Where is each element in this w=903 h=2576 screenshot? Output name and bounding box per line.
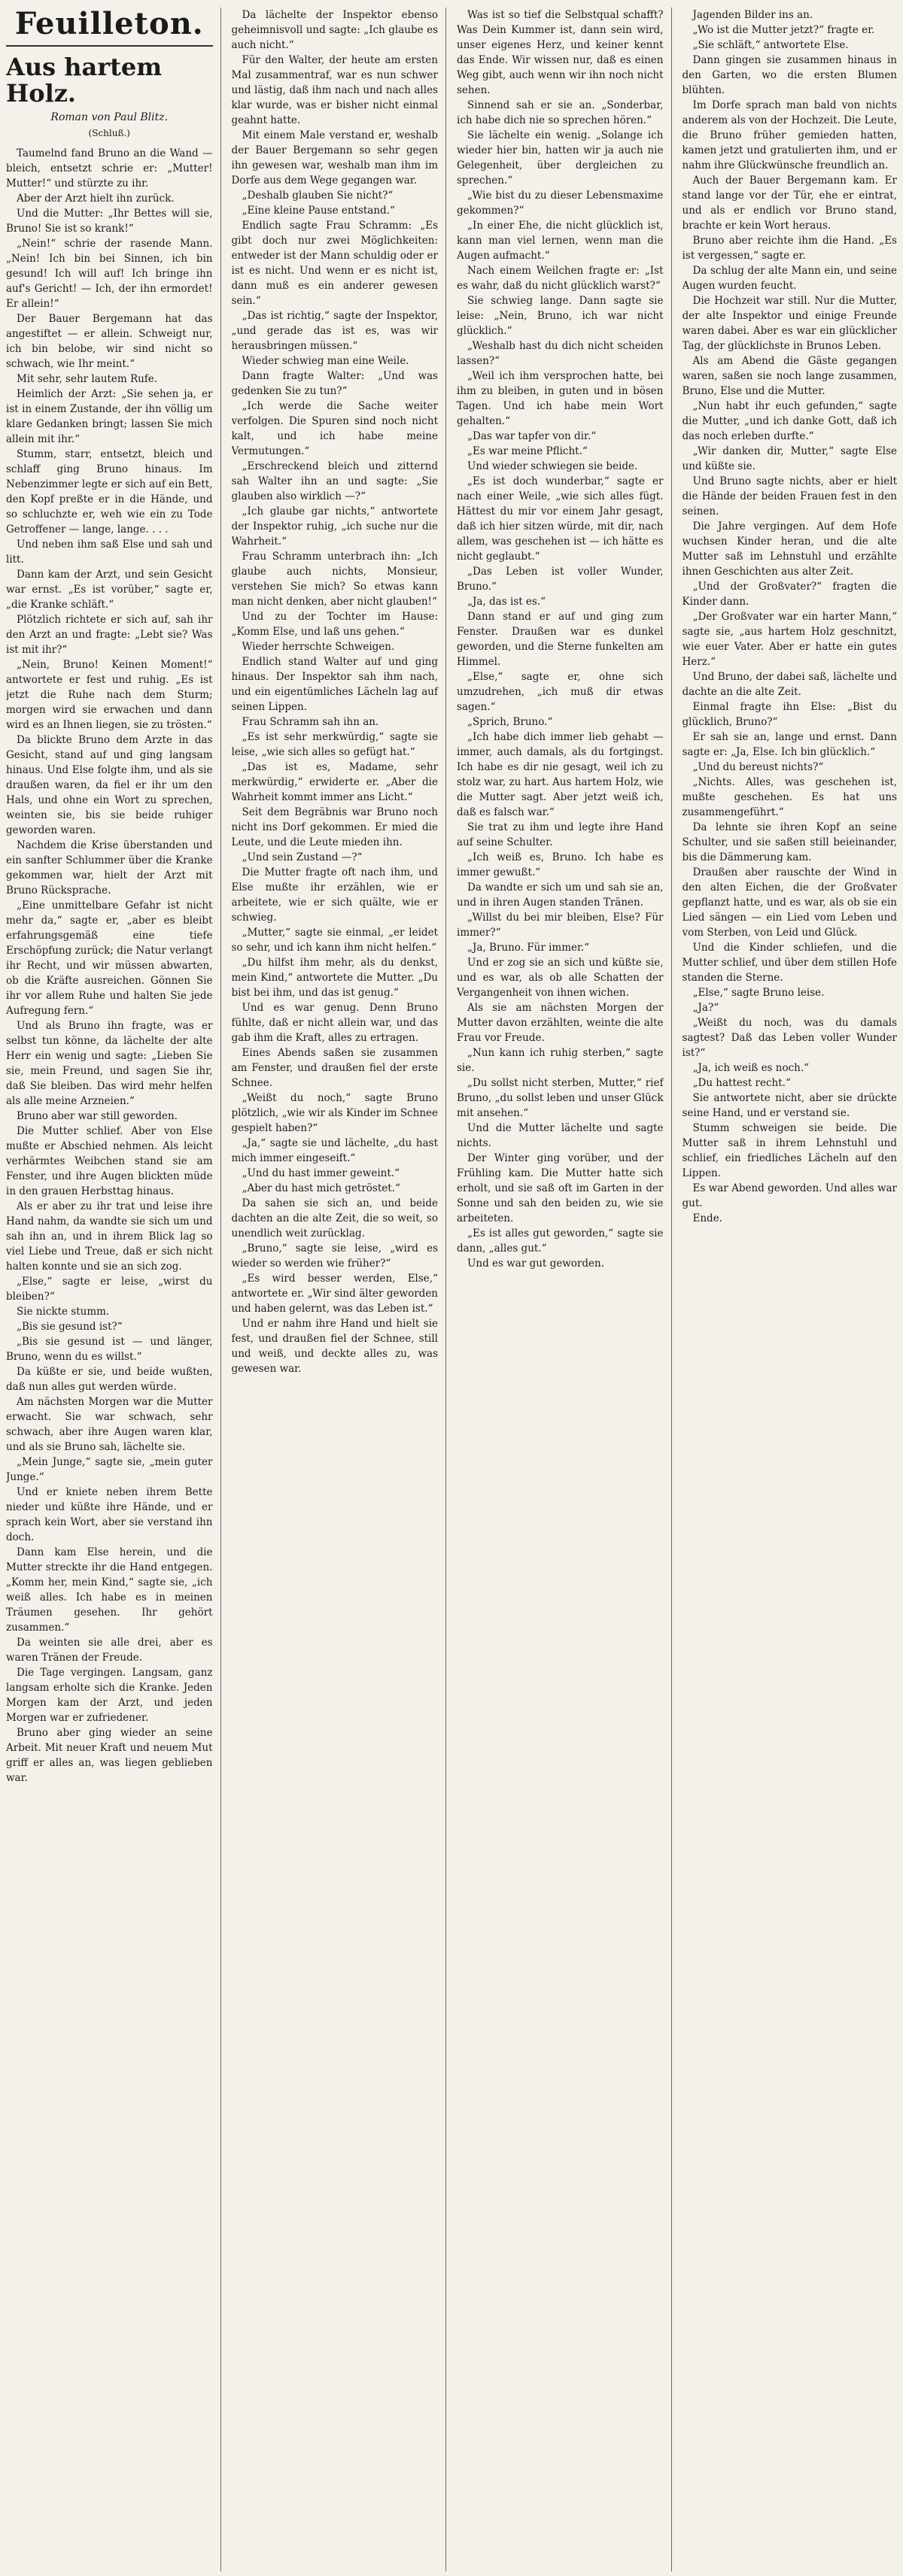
paragraph: „Nun kann ich ruhig sterben,“ sagte sie.	[457, 1047, 664, 1074]
paragraph: „Sprich, Bruno.“	[467, 716, 553, 728]
paragraph: Sie trat zu ihm und legte ihre Hand auf seine Schulter.	[457, 821, 664, 848]
paragraph: „Und der Großvater?“ fragten die Kinder dann.	[682, 581, 897, 608]
paragraph: Dann kam Else herein, und die Mutter streckte ihr die Hand entgegen. „Komm her, mein Kind,“ sagte sie, „ich weiß alles. Ich habe es in meinen Träumen gesehen. Ihr gehört zusammen.“	[6, 1546, 213, 1634]
paragraph: Frau Schramm sah ihn an.	[242, 716, 379, 728]
paragraph: „Weißt du noch, was du damals sagtest? Daß das Leben voller Wunder ist?“	[682, 1017, 897, 1059]
paragraph: Da wandte er sich um und sah sie an, und in ihren Augen standen Tränen.	[457, 881, 664, 909]
paragraph: Als er aber zu ihr trat und leise ihre Hand nahm, da wandte sie sich um und sah ihn an, und in ihrem Blick lag so viel Liebe und Treue, daß er sich nicht halten konnte und sie an sich zog.	[6, 1200, 213, 1273]
paragraph: „Mein Junge,“ sagte sie, „mein guter Junge.“	[6, 1456, 213, 1484]
paragraph: Als am Abend die Gäste gegangen waren, saßen sie noch lange zusammen, Bruno, Else und die Mutter.	[682, 355, 897, 397]
paragraph: Heimlich der Arzt: „Sie sehen ja, er ist in einem Zustande, der ihn völlig um klare Gedanken bringt; lassen Sie mich allein mit ihr.“	[6, 388, 213, 446]
column-2-text	[232, 8, 439, 1376]
paragraph: Im Dorfe sprach man bald von nichts anderem als von der Hochzeit. Die Leute, die Bruno früher gemieden hatten, kamen jetzt und gratulierten ihm, und er nahm ihre Glückwünsche freundlich an.	[682, 99, 897, 171]
column-3	[457, 8, 672, 2571]
columns-container	[6, 8, 897, 2571]
paragraph: „Mutter,“ sagte sie einmal, „er leidet so sehr, und ich kann ihm nicht helfen.“	[231, 927, 438, 954]
paragraph: „Es wird besser werden, Else,“ antwortete er. „Wir sind älter geworden und haben gelernt, was das Leben ist.“	[231, 1273, 438, 1315]
paragraph: „Weil ich ihm versprochen hatte, bei ihm zu bleiben, in guten und in bösen Tagen. Und ich habe mein Wort gehalten.“	[457, 370, 664, 427]
paragraph: Bruno aber ging wieder an seine Arbeit. Mit neuer Kraft und neuem Mut griff er alles an, was liegen geblieben war.	[6, 1727, 213, 1785]
paragraph: Und Bruno sagte nichts, aber er hielt die Hände der beiden Frauen fest in den seinen.	[682, 475, 897, 517]
paragraph: Stumm schweigen sie beide. Die Mutter saß in ihrem Lehnstuhl und schlief, ein friedliches Lächeln auf den Lippen.	[682, 1122, 897, 1179]
paragraph: Plötzlich richtete er sich auf, sah ihr den Arzt an und fragte: „Lebt sie? Was ist mit ihr?“	[6, 614, 213, 657]
paragraph: Die Mutter fragte oft nach ihm, und Else mußte ihr erzählen, wie er arbeitete, wie er sich quälte, wie er schwieg.	[231, 866, 438, 924]
paragraph: „Aber du hast mich getröstet.“	[242, 1182, 400, 1194]
paragraph: Dann gingen sie zusammen hinaus in den Garten, wo die ersten Blumen blühten.	[682, 54, 897, 96]
paragraph: „Ich weiß es, Bruno. Ich habe es immer gewußt.“	[457, 851, 664, 878]
paragraph: Bruno aber war still geworden.	[17, 1110, 178, 1123]
masthead-rule	[6, 45, 213, 47]
paragraph: Die Mutter schlief. Aber von Else mußte er Abschied nehmen. Als leicht verhärmtes Weibchen stand sie am Fenster, und ihre Augen blickten müde in den grauen Herbsttag hinaus.	[6, 1125, 213, 1198]
paragraph: Er sah sie an, lange und ernst. Dann sagte er: „Ja, Else. Ich bin glücklich.“	[682, 731, 897, 758]
story-title: Aus hartem Holz.	[6, 53, 163, 108]
paragraph: „Bruno,“ sagte sie leise, „wird es wieder so werden wie früher?“	[231, 1242, 438, 1270]
paragraph: Und die Mutter lächelte und sagte nichts.	[457, 1122, 664, 1149]
paragraph: „Ich glaube gar nichts,“ antwortete der Inspektor ruhig, „ich suche nur die Wahrheit.“	[231, 505, 438, 548]
paragraph: „Und sein Zustand —?“	[242, 851, 363, 863]
paragraph: „Nun habt ihr euch gefunden,“ sagte die Mutter, „und ich danke Gott, daß ich das noch erleben durfte.“	[682, 400, 897, 442]
paragraph: Die Hochzeit war still. Nur die Mutter, der alte Inspektor und einige Freunde waren dabei. Aber es war ein glücklicher Tag, der glücklichste in Brunos Leben.	[682, 295, 897, 352]
paragraph: „Weshalb hast du dich nicht scheiden lassen?“	[457, 340, 664, 367]
paragraph: Draußen aber rauschte der Wind in den alten Eichen, die der Großvater gepflanzt hatte, und es war, als ob sie ein Lied sängen — ein Lied vom Leben und vom Sterben, von Leid und Glück.	[682, 866, 897, 939]
paragraph: „Wo ist die Mutter jetzt?“ fragte er.	[692, 24, 875, 36]
paragraph: Und als Bruno ihn fragte, was er selbst tun könne, da lächelte der alte Herr ein wenig und sagte: „Lieben Sie sie, mein Freund, und sagen Sie ihr, daß Sie bleiben. Das wird mehr helfen als alle meine Arzneien.“	[6, 1020, 213, 1108]
paragraph: Dann kam der Arzt, und sein Gesicht war ernst. „Es ist vorüber,“ sagte er, „die Kranke schläft.“	[6, 569, 213, 611]
paragraph: „Wie bist du zu dieser Lebensmaxime gekommen?“	[457, 190, 664, 217]
paragraph: Und neben ihm saß Else und sah und litt.	[6, 539, 213, 566]
paragraph: Bruno aber reichte ihm die Hand. „Es ist vergessen,“ sagte er.	[682, 235, 897, 262]
paragraph: Und zu der Tochter im Hause: „Komm Else, und laß uns gehen.“	[231, 611, 438, 638]
paragraph: Die Jahre vergingen. Auf dem Hofe wuchsen Kinder heran, und die alte Mutter saß im Lehnstuhl und erzählte ihnen Geschichten aus alter Zeit.	[682, 520, 897, 578]
paragraph: Sie lächelte ein wenig. „Solange ich wieder hier bin, hatten wir ja auch nie Gelegenheit, über dergleichen zu sprechen.“	[457, 129, 664, 187]
paragraph: „Else,“ sagte er leise, „wirst du bleiben?“	[6, 1276, 213, 1303]
paragraph: Frau Schramm unterbrach ihn: „Ich glaube auch nichts, Monsieur, verstehen Sie mich? So etwas kann man nicht denken, aber nicht glauben!“	[231, 551, 438, 608]
paragraph: „Ja, Bruno. Für immer.“	[467, 942, 590, 954]
paragraph: Endlich stand Walter auf und ging hinaus. Der Inspektor sah ihm nach, und ein eigentümliches Lächeln lag auf seinen Lippen.	[231, 656, 438, 713]
paragraph: Ende.	[692, 1212, 722, 1224]
paragraph: Dann stand er auf und ging zum Fenster. Draußen war es dunkel geworden, und die Sterne funkelten am Himmel.	[457, 611, 664, 668]
paragraph: Da blickte Bruno dem Arzte in das Gesicht, stand auf und ging langsam hinaus. Und Else folgte ihm, und als sie draußen waren, da fiel er ihr um den Hals, und ohne ein Wort zu sprechen, weinten sie, bis sie beide ruhiger geworden waren.	[6, 734, 213, 837]
paragraph: „Es ist doch wunderbar,“ sagte er nach einer Weile, „wie sich alles fügt. Hättest du mir vor einem Jahr gesagt, daß ich hier sitzen würde, mit dir, nach allem, was geschehen ist — ich hätte es nicht geglaubt.“	[457, 475, 664, 563]
paragraph: Da lehnte sie ihren Kopf an seine Schulter, und sie saßen still beieinander, bis die Dämmerung kam.	[682, 821, 897, 863]
paragraph: „Nein!“ schrie der rasende Mann. „Nein! Ich bin bei Sinnen, ich bin gesund! Ich will auf! Ich bringe ihn auf's Gericht! — Ich, der ihn ermordet! Er allein!“	[6, 238, 213, 311]
paragraph: Einmal fragte ihn Else: „Bist du glücklich, Bruno?“	[682, 701, 897, 728]
paragraph: „Es ist sehr merkwürdig,“ sagte sie leise, „wie sich alles so gefügt hat.“	[231, 731, 438, 758]
paragraph: „Es war meine Pflicht.“	[467, 445, 588, 457]
paragraph: Am nächsten Morgen war die Mutter erwacht. Sie war schwach, sehr schwach, aber ihre Augen waren klar, und als sie Bruno sah, lächelte sie.	[6, 1396, 213, 1454]
paragraph: Endlich sagte Frau Schramm: „Es gibt doch nur zwei Möglichkeiten: entweder ist der Mann schuldig oder er ist es nicht. Und wenn er es nicht ist, dann muß es ein anderer gewesen sein.“	[231, 220, 438, 307]
paragraph: Der Winter ging vorüber, und der Frühling kam. Die Mutter hatte sich erholt, und sie saß oft im Garten in der Sonne und sah den beiden zu, wie sie arbeiteten.	[457, 1152, 664, 1224]
paragraph: „Nichts. Alles, was geschehen ist, mußte geschehen. Es hat uns zusammengeführt.“	[682, 776, 897, 818]
paragraph: Wieder schwieg man eine Weile.	[242, 355, 409, 367]
paragraph: Stumm, starr, entsetzt, bleich und schlaff ging Bruno hinaus. Im Nebenzimmer legte er sich auf ein Bett, den Kopf preßte er in die Hände, und so schluchzte er, weh wie ein zu Tode Getroffener — lange, lange. . . .	[6, 448, 213, 536]
paragraph: „Du hilfst ihm mehr, als du denkst, mein Kind,“ antwortete die Mutter. „Du bist bei ihm, und das ist genug.“	[231, 957, 438, 999]
paragraph: „Und du bereust nichts?“	[692, 761, 824, 773]
paragraph: „Ich habe dich immer lieb gehabt — immer, auch damals, als du fortgingst. Ich habe es dir nie gesagt, weil ich zu stolz war, zu hart. Aus hartem Holz, wie die Mutter sagt. Aber jetzt weiß ich, daß es falsch war.“	[457, 731, 664, 818]
paragraph: „Ja, ich weiß es noch.“	[692, 1062, 810, 1074]
paragraph: „Erschreckend bleich und zitternd sah Walter ihn an und sagte: „Sie glauben also wirklich —?“	[231, 460, 438, 502]
paragraph: Und es war genug. Denn Bruno fühlte, daß er nicht allein war, und das gab ihm die Kraft, alles zu ertragen.	[231, 1002, 438, 1044]
paragraph: Und wieder schwiegen sie beide.	[467, 460, 638, 472]
paragraph: Sie antwortete nicht, aber sie drückte seine Hand, und er verstand sie.	[682, 1092, 897, 1119]
paragraph: Nachdem die Krise überstanden und ein sanfter Schlummer über die Kranke gekommen war, hielt der Arzt mit Bruno Rücksprache.	[6, 839, 213, 897]
paragraph: Auch der Bauer Bergemann kam. Er stand lange vor der Tür, ehe er eintrat, und als er endlich vor Bruno stand, brachte er kein Wort heraus.	[682, 174, 897, 232]
paragraph: Sie schwieg lange. Dann sagte sie leise: „Nein, Bruno, ich war nicht glücklich.“	[457, 295, 664, 337]
byline: Roman von Paul Blitz.	[50, 111, 169, 124]
paragraph: „Das war tapfer von dir.“	[467, 430, 597, 442]
paragraph: „Bis sie gesund ist?“	[17, 1321, 123, 1334]
column-1	[6, 8, 221, 2571]
paragraph: „Ich werde die Sache weiter verfolgen. Die Spuren sind noch nicht kalt, und ich habe meine Vermutungen.“	[231, 400, 438, 457]
paragraph: Mit einem Male verstand er, weshalb der Bauer Bergemann so sehr gegen ihn gewesen war, weshalb man ihm im Dorfe aus dem Wege gegangen war.	[231, 129, 438, 187]
paragraph: „Eine kleine Pause entstand.“	[242, 205, 395, 217]
paragraph: „Wir danken dir, Mutter,“ sagte Else und küßte sie.	[682, 445, 897, 472]
section-masthead: Feuilleton.	[14, 8, 204, 41]
paragraph: „Willst du bei mir bleiben, Else? Für immer?“	[457, 912, 664, 939]
paragraph: „Du sollst nicht sterben, Mutter,“ rief Bruno, „du sollst leben und unser Glück mit ansehen.“	[457, 1077, 664, 1119]
paragraph: Der Bauer Bergemann hat das angestiftet — er allein. Schweigt nur, ich bin belobe, wir sind nicht so schwach, wie Ihr meint.“	[6, 313, 213, 371]
paragraph: Eines Abends saßen sie zusammen am Fenster, und draußen fiel der erste Schnee.	[231, 1047, 438, 1089]
paragraph: „Sie schläft,“ antwortete Else.	[692, 39, 849, 51]
paragraph: „Else,“ sagte er, ohne sich umzudrehen, „ich muß dir etwas sagen.“	[457, 671, 664, 713]
column-3-text	[457, 8, 664, 1271]
paragraph: Es war Abend geworden. Und alles war gut.	[682, 1182, 897, 1209]
paragraph: Da schlug der alte Mann ein, und seine Augen wurden feucht.	[682, 265, 897, 292]
paragraph: Die Tage vergingen. Langsam, ganz langsam erholte sich die Kranke. Jeden Morgen kam der Arzt, und jeden Morgen war er zufriedener.	[6, 1667, 213, 1725]
paragraph: „Else,“ sagte Bruno leise.	[692, 987, 825, 999]
paragraph: Wieder herrschte Schweigen.	[242, 641, 395, 653]
column-4	[683, 8, 898, 2571]
paragraph: „Nein, Bruno! Keinen Moment!“ antwortete er fest und ruhig. „Es ist jetzt die Ruhe nach dem Sturm; morgen wird sie erwachen und dann wird es an Ihnen liegen, sie zu trösten.“	[6, 659, 213, 732]
paragraph: „Und du hast immer geweint.“	[242, 1167, 400, 1179]
paragraph: Mit sehr, sehr lautem Rufe.	[17, 373, 158, 386]
paragraph: „Du hattest recht.“	[692, 1077, 791, 1089]
paragraph: Und die Mutter: „Ihr Bettes will sie, Bruno! Sie ist so krank!“	[6, 208, 213, 235]
paragraph: „In einer Ehe, die nicht glücklich ist, kann man viel lernen, wenn man die Augen aufmacht.“	[457, 220, 664, 262]
paragraph: Und er nahm ihre Hand und hielt sie fest, und draußen fiel der Schnee, still und weiß, und deckte alles zu, was gewesen war.	[231, 1318, 438, 1375]
column-4-text	[683, 8, 898, 1226]
installment-note: (Schluß.)	[88, 128, 130, 139]
paragraph: „Das ist es, Madame, sehr merkwürdig,“ erwiderte er. „Aber die Wahrheit kommt immer ans Licht.“	[231, 761, 438, 803]
paragraph: Und er kniete neben ihrem Bette nieder und küßte ihre Hände, und er sprach kein Wort, aber sie verstand ihn doch.	[6, 1486, 213, 1544]
paragraph: Nach einem Weilchen fragte er: „Ist es wahr, daß du nicht glücklich warst?“	[457, 265, 664, 292]
paragraph: Da lächelte der Inspektor ebenso geheimnisvoll und sagte: „Ich glaube es auch nicht.“	[231, 9, 438, 51]
paragraph: Dann fragte Walter: „Und was gedenken Sie zu tun?“	[231, 370, 438, 397]
paragraph: Sie nickte stumm.	[17, 1306, 110, 1318]
paragraph: „Weißt du noch,“ sagte Bruno plötzlich, „wie wir als Kinder im Schnee gespielt haben?“	[231, 1092, 438, 1134]
paragraph: „Bis sie gesund ist — und länger, Bruno, wenn du es willst.“	[6, 1336, 213, 1364]
paragraph: Und Bruno, der dabei saß, lächelte und dachte an die alte Zeit.	[682, 671, 897, 698]
paragraph: „Ja?“	[692, 1002, 719, 1014]
paragraph: Da weinten sie alle drei, aber es waren Tränen der Freude.	[6, 1637, 213, 1664]
paragraph: Als sie am nächsten Morgen der Mutter davon erzählten, weinte die alte Frau vor Freude.	[457, 1002, 664, 1044]
column-2	[232, 8, 447, 2571]
paragraph: „Das Leben ist voller Wunder, Bruno.“	[457, 566, 664, 593]
column-1-text	[6, 146, 213, 1786]
paragraph: „Ja, das ist es.“	[467, 596, 546, 608]
paragraph: „Deshalb glauben Sie nicht?“	[242, 190, 394, 202]
paragraph: Sinnend sah er sie an. „Sonderbar, ich habe dich nie so sprechen hören.“	[457, 99, 664, 126]
paragraph: Taumelnd fand Bruno an die Wand — bleich, entsetzt schrie er: „Mutter! Mutter!“ und stürzte zu ihr.	[6, 147, 213, 190]
paragraph: Aber der Arzt hielt ihn zurück.	[17, 193, 175, 205]
paragraph: Für den Walter, der heute am ersten Mal zusammentraf, war es nun schwer und lästig, daß ihm nach und nach alles klar wurde, was er bisher nicht einmal geahnt hatte.	[231, 54, 438, 126]
paragraph: Was ist so tief die Selbstqual schafft? Was Dein Kummer ist, dann sein wird, unser eigenes Herz, und keiner kennt das Ende. Wir wissen nur, daß es einen Weg gibt, auch wenn wir ihn noch nicht sehen.	[457, 9, 664, 96]
paragraph: „Ja,“ sagte sie und lächelte, „du hast mich immer eingeseift.“	[231, 1137, 438, 1164]
paragraph: Und er zog sie an sich und küßte sie, und es war, als ob alle Schatten der Vergangenheit von ihnen wichen.	[457, 957, 664, 999]
paragraph: Und es war gut geworden.	[467, 1258, 604, 1270]
paragraph: Da küßte er sie, und beide wußten, daß nun alles gut werden würde.	[6, 1366, 213, 1394]
paragraph: Da sahen sie sich an, und beide dachten an die alte Zeit, die so weit, so unendlich weit zurücklag.	[231, 1197, 438, 1239]
paragraph: Seit dem Begräbnis war Bruno noch nicht ins Dorf gekommen. Er mied die Leute, und die Leute mieden ihn.	[231, 806, 438, 848]
paragraph: „Das ist richtig,“ sagte der Inspektor, „und gerade das ist es, was wir herausbringen müssen.“	[231, 310, 438, 352]
paragraph: „Es ist alles gut geworden,“ sagte sie dann, „alles gut.“	[457, 1227, 664, 1255]
paragraph: „Eine unmittelbare Gefahr ist nicht mehr da,“ sagte er, „aber es bleibt erfahrungsgemäß eine tiefe Erschöpfung zurück; die Natur verlangt ihr Recht, und wir müssen abwarten, ob die Kräfte ausreichen. Gönnen Sie ihr vor allem Ruhe und halten Sie jede Aufregung fern.“	[6, 900, 213, 1018]
paragraph: Und die Kinder schliefen, und die Mutter schlief, und über dem stillen Hofe standen die Sterne.	[682, 942, 897, 984]
paragraph: Jagenden Bilder ins an.	[692, 9, 813, 21]
paragraph: „Der Großvater war ein harter Mann,“ sagte sie, „aus hartem Holz geschnitzt, wie euer Vater. Aber er hatte ein gutes Herz.“	[682, 611, 897, 668]
